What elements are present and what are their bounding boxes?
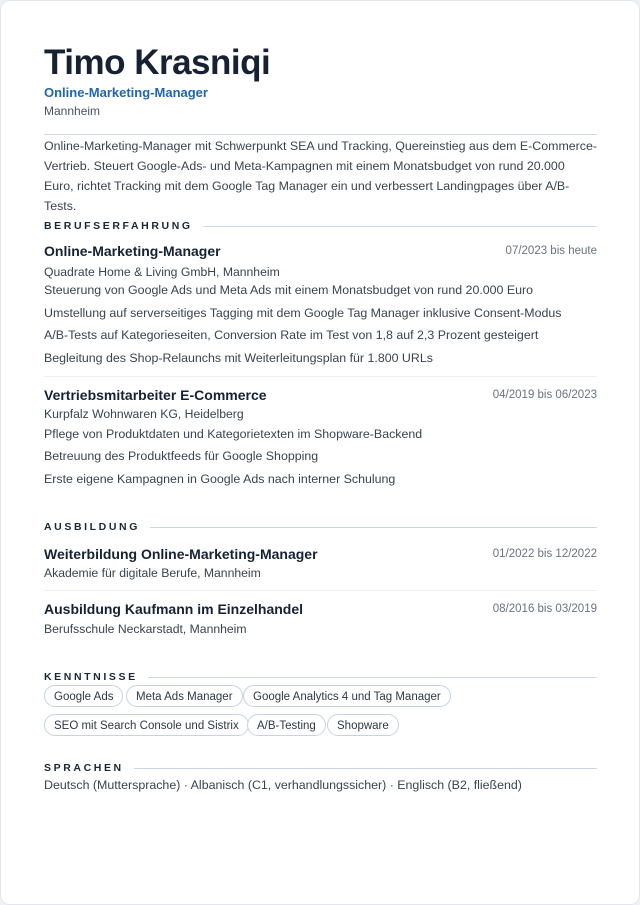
job-date: 04/2019 bis 06/2023: [492, 389, 597, 401]
skill-chip: Google Ads: [44, 685, 123, 707]
location: Mannheim: [44, 104, 101, 118]
job-bullet: Umstellung auf serverseitiges Tagging mit dem Google Tag Manager inklusive Consent-Modus: [44, 306, 562, 320]
header-divider: [44, 134, 597, 135]
education-date: 08/2016 bis 03/2019: [492, 603, 597, 615]
person-name: Timo Krasniqi: [44, 43, 271, 82]
job-title: Vertriebsmitarbeiter E-Commerce: [44, 387, 267, 403]
skill-chip: SEO mit Search Console und Sistrix: [44, 714, 249, 736]
job-divider: [44, 376, 597, 377]
job-title: Online-Marketing-Manager: [44, 243, 221, 259]
education-divider: [44, 590, 597, 591]
education-section-heading: AUSBILDUNG: [44, 520, 597, 534]
job-role: Online-Marketing-Manager: [44, 85, 208, 100]
education-institution: Berufsschule Neckarstadt, Mannheim: [44, 622, 247, 636]
profile-summary: Online-Marketing-Manager mit Schwerpunkt SEA und Tracking, Quereinstieg aus dem E-Commerce-Vertrieb. Steuert Google-Ads- und Meta-Kampagnen mit einem Monatsbudget von rund 20.000 Euro, richtet Tracking mit dem Google Tag Manager ein und verbessert Landingpages über A/B-Tests.: [44, 139, 597, 213]
skill-chip: A/B-Testing: [247, 714, 326, 736]
skill-chip: Google Analytics 4 und Tag Manager: [243, 685, 451, 707]
languages-list: Deutsch (Muttersprache) · Albanisch (C1, verhandlungssicher) · Englisch (B2, fließend): [44, 778, 522, 792]
job-bullet: Begleitung des Shop-Relaunchs mit Weiterleitungsplan für 1.800 URLs: [44, 351, 433, 365]
skill-chip: Meta Ads Manager: [126, 685, 243, 707]
experience-section-heading: BERUFSERFAHRUNG: [44, 219, 597, 233]
education-title: Weiterbildung Online-Marketing-Manager: [44, 546, 318, 562]
job-date: 07/2023 bis heute: [505, 245, 597, 257]
skills-section-heading: KENNTNISSE: [44, 670, 597, 684]
skill-chip: Shopware: [327, 714, 399, 736]
job-bullet: Betreuung des Produktfeeds für Google Shopping: [44, 449, 319, 463]
job-bullet: Steuerung von Google Ads und Meta Ads mit einem Monatsbudget von rund 20.000 Euro: [44, 283, 534, 297]
job-bullet: Pflege von Produktdaten und Kategorietexten im Shopware-Backend: [44, 427, 423, 441]
job-bullet: A/B-Tests auf Kategorieseiten, Conversion Rate im Test von 1,8 auf 2,3 Prozent gesteigert: [44, 328, 539, 342]
job-employer: Quadrate Home & Living GmbH, Mannheim: [44, 265, 280, 279]
job-employer: Kurpfalz Wohnwaren KG, Heidelberg: [44, 407, 244, 421]
education-institution: Akademie für digitale Berufe, Mannheim: [44, 566, 261, 580]
education-date: 01/2022 bis 12/2022: [492, 548, 597, 560]
languages-section-heading: SPRACHEN: [44, 761, 597, 775]
job-bullet: Erste eigene Kampagnen in Google Ads nach interner Schulung: [44, 472, 396, 486]
education-title: Ausbildung Kaufmann im Einzelhandel: [44, 601, 304, 617]
